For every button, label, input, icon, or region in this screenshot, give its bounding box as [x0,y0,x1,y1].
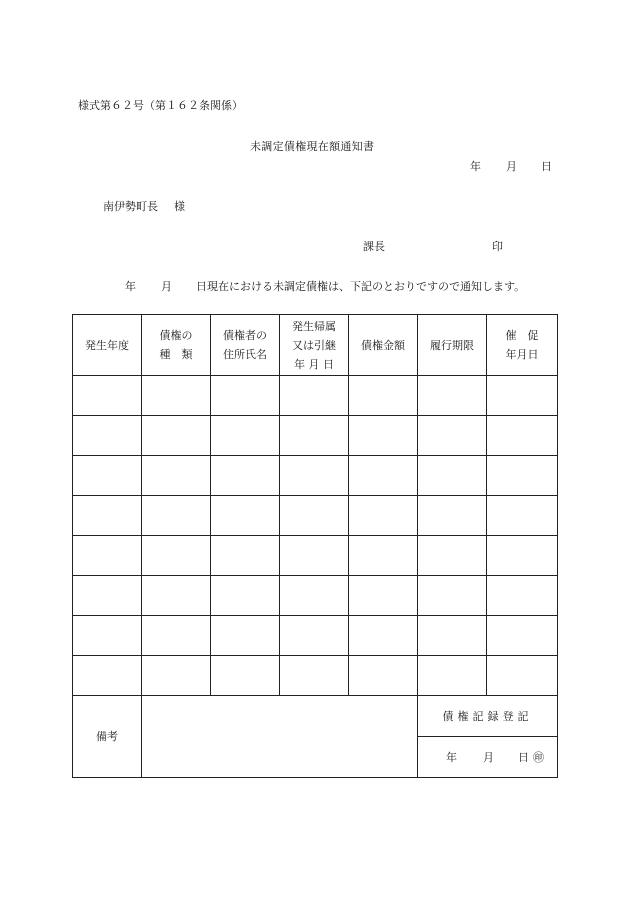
intro-month-label: 月 [161,280,172,293]
table-cell[interactable] [487,616,558,656]
table-cell[interactable] [142,576,211,616]
table-cell[interactable] [418,536,487,576]
table-cell[interactable] [349,456,418,496]
header-cell: 催 促 年月日 [487,315,558,376]
table-cell[interactable] [487,656,558,696]
registration-year-label: 年 [446,750,457,764]
table-cell[interactable] [211,656,280,696]
table-row [73,456,558,496]
header-cell: 債権者の 住所氏名 [211,315,280,376]
addressee-name: 南伊勢町長 [103,200,158,213]
table-cell[interactable] [73,576,142,616]
intro-year-label: 年 [125,280,136,293]
table-cell[interactable] [211,536,280,576]
table-cell[interactable] [142,616,211,656]
table-cell[interactable] [142,536,211,576]
table-cell[interactable] [211,376,280,416]
table-cell[interactable] [73,656,142,696]
table-cell[interactable] [418,416,487,456]
table-cell[interactable] [487,416,558,456]
registration-day-label: 日 [518,750,529,764]
table-cell[interactable] [418,456,487,496]
table-row [73,376,558,416]
seal-mark: 印 [492,240,503,253]
date-year-label: 年 [470,160,481,173]
table-row [73,496,558,536]
table-row [73,536,558,576]
sender-title: 課長 [363,240,385,253]
remarks-field[interactable] [142,696,418,778]
header-cell: 発生年度 [73,315,142,376]
addressee-honorific: 様 [174,200,185,213]
table-cell[interactable] [418,656,487,696]
table-cell[interactable] [280,536,349,576]
table-cell[interactable] [349,576,418,616]
registration-label: 債権記録登記 [418,696,558,737]
table-cell[interactable] [280,376,349,416]
registration-month-label: 月 [483,750,494,764]
table-cell[interactable] [142,496,211,536]
table-cell[interactable] [280,496,349,536]
table-cell[interactable] [349,656,418,696]
table-row [73,616,558,656]
header-cell: 債権金額 [349,315,418,376]
table-cell[interactable] [211,616,280,656]
table-cell[interactable] [73,496,142,536]
intro-text: 日現在における未調定債権は、下記のとおりですので通知します。 [196,280,526,293]
table-cell[interactable] [418,576,487,616]
table-cell[interactable] [487,536,558,576]
table-cell[interactable] [418,376,487,416]
table-cell[interactable] [73,456,142,496]
table-cell[interactable] [280,576,349,616]
table-cell[interactable] [349,416,418,456]
table-header-row [73,315,558,376]
date-month-label: 月 [506,160,517,173]
table-row [73,576,558,616]
addressee [103,198,185,214]
table-cell[interactable] [349,376,418,416]
registration-date[interactable] [418,737,558,778]
table-cell[interactable] [487,456,558,496]
table-cell[interactable] [73,376,142,416]
table-cell[interactable] [211,576,280,616]
table-cell[interactable] [487,576,558,616]
debt-table [72,314,558,778]
table-cell[interactable] [73,416,142,456]
table-cell[interactable] [211,456,280,496]
table-cell[interactable] [280,456,349,496]
table-cell[interactable] [418,496,487,536]
date-day-label: 日 [541,160,552,173]
table-cell[interactable] [487,376,558,416]
table-cell[interactable] [73,616,142,656]
remarks-row [73,696,558,737]
table-cell[interactable] [280,416,349,456]
table-row [73,656,558,696]
document-title: 未調定債権現在額通知書 [250,140,375,153]
table-cell[interactable] [280,616,349,656]
table-cell[interactable] [73,536,142,576]
table-cell[interactable] [142,456,211,496]
table-cell[interactable] [349,536,418,576]
header-cell: 債権の 種 類 [142,315,211,376]
table-cell[interactable] [211,416,280,456]
header-cell: 発生帰属 又は引継 年 月 日 [280,315,349,376]
table-cell[interactable] [487,496,558,536]
table-cell[interactable] [211,496,280,536]
table-cell[interactable] [418,616,487,656]
table-cell[interactable] [142,416,211,456]
table-cell[interactable] [349,616,418,656]
header-cell: 履行期限 [418,315,487,376]
seal-circle-icon: ㊞ [533,750,544,764]
table-cell[interactable] [142,656,211,696]
table-row [73,416,558,456]
table-cell[interactable] [349,496,418,536]
table-cell[interactable] [142,376,211,416]
remarks-label: 備考 [73,696,142,778]
table-cell[interactable] [280,656,349,696]
form-number: 様式第６２号（第１６２条関係） [78,99,243,112]
